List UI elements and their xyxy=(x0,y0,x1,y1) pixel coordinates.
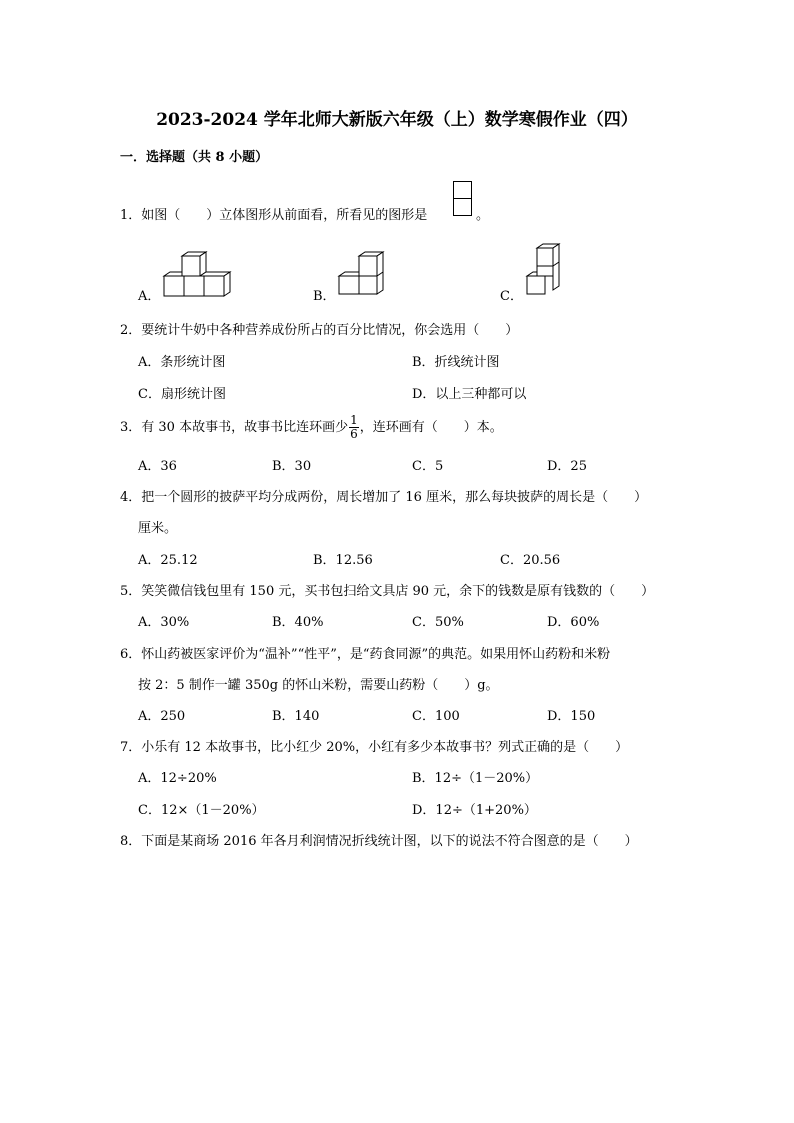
q7-option-d[interactable]: D．12÷（1+20%） xyxy=(412,803,537,818)
q6-option-b[interactable]: B．140 xyxy=(272,709,320,724)
question-4-stem-cont: 厘米。 xyxy=(138,521,178,536)
q2-option-b[interactable]: B．折线统计图 xyxy=(412,355,500,370)
q1-option-c-figure[interactable] xyxy=(525,242,565,298)
q7-option-c[interactable]: C．12×（1－20%） xyxy=(138,803,265,818)
q1-option-a[interactable]: A． xyxy=(138,289,161,304)
q5-option-d[interactable]: D．60% xyxy=(547,615,600,630)
question-6-stem: 6．怀山药被医家评价为“温补”“性平”，是“药食同源”的典范。如果用怀山药粉和米粉 xyxy=(120,647,611,662)
question-4-stem: 4．把一个圆形的披萨平均分成两份，周长增加了 16 厘米，那么每块披萨的周长是（ ） xyxy=(120,490,648,505)
q5-option-b[interactable]: B．40% xyxy=(272,615,324,630)
q3-option-b[interactable]: B．30 xyxy=(272,459,312,474)
q2-option-d[interactable]: D．以上三种都可以 xyxy=(412,387,527,402)
q4-option-a[interactable]: A．25.12 xyxy=(138,553,198,568)
page-title: 2023-2024 学年北师大新版六年级（上）数学寒假作业（四） xyxy=(156,110,638,130)
q1-option-b[interactable]: B． xyxy=(313,289,336,304)
q6-option-c[interactable]: C．100 xyxy=(412,709,460,724)
q2-option-c[interactable]: C．扇形统计图 xyxy=(138,387,226,402)
q1-option-a-figure[interactable] xyxy=(162,252,234,298)
question-8-stem: 8．下面是某商场 2016 年各月利润情况折线统计图，以下的说法不符合图意的是（ ） xyxy=(120,834,638,849)
fraction-numerator: 1 xyxy=(350,413,358,427)
q7-option-b[interactable]: B．12÷（1－20%） xyxy=(412,771,539,786)
fraction-denominator: 6 xyxy=(350,427,358,441)
question-5-stem: 5．笑笑微信钱包里有 150 元，买书包扫给文具店 90 元，余下的钱数是原有钱数的（ ） xyxy=(120,584,655,599)
q2-option-a[interactable]: A．条形统计图 xyxy=(138,355,226,370)
q5-option-c[interactable]: C．50% xyxy=(412,615,464,630)
q1-option-b-figure[interactable] xyxy=(337,250,389,298)
fraction-one-sixth xyxy=(349,414,359,441)
q6-option-d[interactable]: D．150 xyxy=(547,709,596,724)
q6-option-a[interactable]: A．250 xyxy=(138,709,186,724)
question-3-stem-b: ，连环画有（ ）本。 xyxy=(359,420,503,435)
q5-option-a[interactable]: A．30% xyxy=(138,615,190,630)
q4-option-c[interactable]: C．20.56 xyxy=(500,553,561,568)
question-1 xyxy=(120,207,427,225)
q7-option-a[interactable]: A．12÷20% xyxy=(138,771,217,786)
question-6-stem-cont: 按 2：5 制作一罐 350g 的怀山米粉，需要山药粉（ ）g。 xyxy=(138,678,499,693)
q4-option-b[interactable]: B．12.56 xyxy=(313,553,373,568)
q3-option-c[interactable]: C．5 xyxy=(412,459,444,474)
question-1-end: 。 xyxy=(476,208,490,223)
question-2-stem: 2．要统计牛奶中各种营养成份所占的百分比情况，你会选用（ ） xyxy=(120,323,519,338)
q3-option-d[interactable]: D．25 xyxy=(547,459,587,474)
question-7-stem: 7．小乐有 12 本故事书，比小红少 20%，小红有多少本故事书？列式正确的是（ ） xyxy=(120,740,629,755)
q1-option-c[interactable]: C． xyxy=(500,289,523,304)
section-heading: 一．选择题（共 8 小题） xyxy=(120,150,269,165)
question-3-stem-a: 3．有 30 本故事书，故事书比连环画少 xyxy=(120,420,349,435)
front-view-figure xyxy=(453,181,473,217)
question-1-stem: 1．如图（ ）立体图形从前面看，所看见的图形是 xyxy=(120,208,428,223)
q3-option-a[interactable]: A．36 xyxy=(138,459,177,474)
question-3 xyxy=(120,413,503,443)
